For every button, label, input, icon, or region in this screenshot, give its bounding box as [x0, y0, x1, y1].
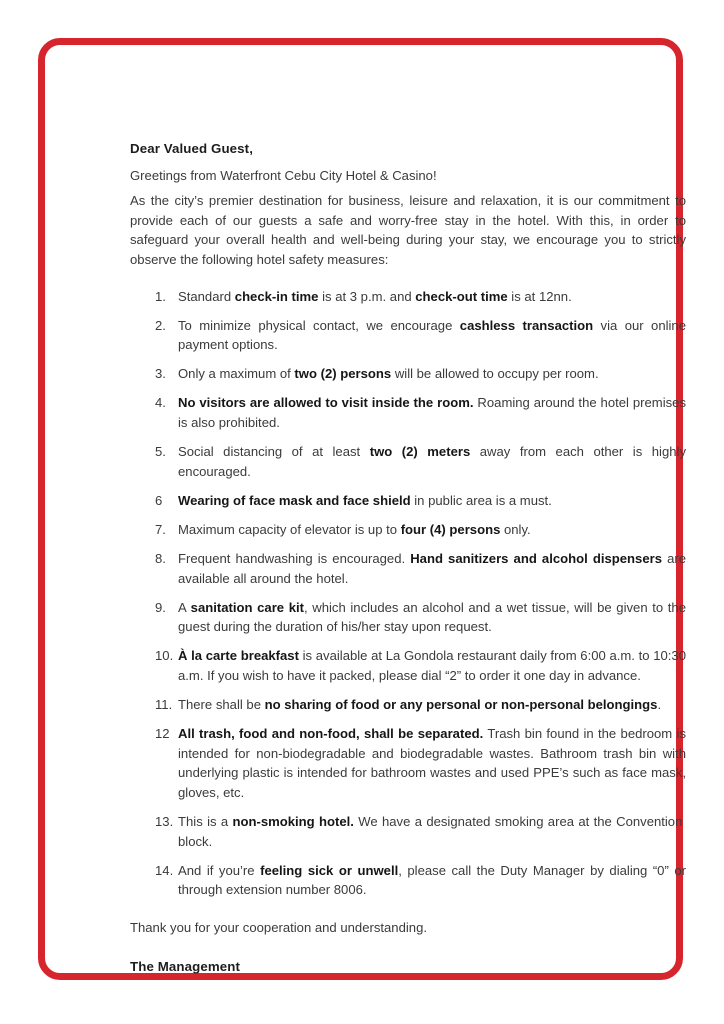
- measure-text: A sanitation care kit, which includes an alcohol and a wet tissue, will be given to the guest during the duration of his/her stay upon request.: [178, 599, 686, 635]
- measure-number: 5.: [155, 444, 166, 460]
- measure-text: To minimize physical contact, we encourage cashless transaction via our online payment options.: [178, 317, 686, 353]
- measure-text: There shall be no sharing of food or any personal or non-personal belongings.: [178, 697, 662, 713]
- measure-item: [130, 812, 686, 851]
- closing-line: Thank you for your cooperation and understanding.: [130, 919, 427, 935]
- measure-text: Standard check-in time is at 3 p.m. and check-out time is at 12nn.: [178, 288, 572, 304]
- measure-number: 8.: [155, 551, 166, 566]
- measure-text: All trash, food and non-food, shall be separated. Trash bin found in the bedroom is intended for non-biodegradable and biodegradable wastes. Bathroom trash bin with underlying plastic is intended for bathroom wastes and used PPE’s such as face mask, gloves, etc.: [178, 726, 686, 800]
- intro-paragraph: As the city’s premier destination for business, leisure and relaxation, it is our commitment to provide each of our guests a safe and worry-free stay in the hotel. With this, in order to safeguard your overall health and well-being during your stay, we encourage you to strictly observe the following hotel safety measures:: [130, 193, 686, 267]
- measure-text: Maximum capacity of elevator is up to four (4) persons only.: [178, 521, 531, 537]
- measure-item: [130, 695, 686, 715]
- measure-item: [130, 598, 686, 637]
- measure-item: [130, 520, 686, 540]
- measure-item: [130, 646, 686, 685]
- measure-number: 7.: [155, 521, 166, 537]
- measure-number: 10.: [155, 648, 174, 664]
- measure-item: [130, 364, 686, 384]
- measure-item: [130, 491, 686, 511]
- measure-text: No visitors are allowed to visit inside the room. Roaming around the hotel premises is also prohibited.: [178, 395, 686, 431]
- document-body: [130, 139, 686, 976]
- measure-number: 9.: [155, 599, 166, 615]
- measure-item: [130, 724, 686, 802]
- measure-number: 3.: [155, 366, 166, 382]
- measure-number: 11.: [155, 697, 173, 713]
- greeting-line: Greetings from Waterfront Cebu City Hotel & Casino!: [130, 167, 437, 183]
- measure-text: Only a maximum of two (2) persons will be allowed to occupy per room.: [178, 366, 599, 382]
- measure-text: À la carte breakfast is available at La Gondola restaurant daily from 6:00 a.m. to 10:30 a.m. If you wish to have it packed, please dial “2” to order it one day in advance.: [178, 648, 686, 683]
- measure-text: Wearing of face mask and face shield in public area is a must.: [178, 492, 552, 508]
- measure-item: [130, 393, 686, 432]
- measure-number: 14.: [155, 862, 174, 878]
- measure-item: [130, 442, 686, 481]
- red-border-frame: [38, 38, 687, 980]
- measure-number: 1.: [155, 288, 166, 304]
- measure-item: [130, 316, 686, 355]
- salutation: Dear Valued Guest,: [130, 141, 253, 156]
- measure-item: [130, 861, 686, 900]
- measure-item: [130, 287, 686, 307]
- measure-number: 6: [155, 492, 163, 508]
- measure-text: Social distancing of at least two (2) meters away from each other is highly encouraged.: [178, 444, 686, 479]
- measure-number: 4.: [155, 395, 166, 411]
- measure-number: 2.: [155, 317, 166, 333]
- safety-measures-list: [130, 287, 686, 900]
- measure-item: [130, 549, 686, 588]
- measure-number: 13.: [155, 814, 174, 830]
- measure-text: Frequent handwashing is encouraged. Hand sanitizers and alcohol dispensers are available all around the hotel.: [178, 551, 687, 586]
- signature: The Management: [130, 958, 241, 974]
- measure-number: 12: [155, 726, 170, 742]
- measure-text: This is a non-smoking hotel. We have a designated smoking area at the Convention block.: [178, 814, 687, 849]
- measure-text: And if you’re feeling sick or unwell, please call the Duty Manager by dialing “0” or through extension number 8006.: [178, 862, 686, 898]
